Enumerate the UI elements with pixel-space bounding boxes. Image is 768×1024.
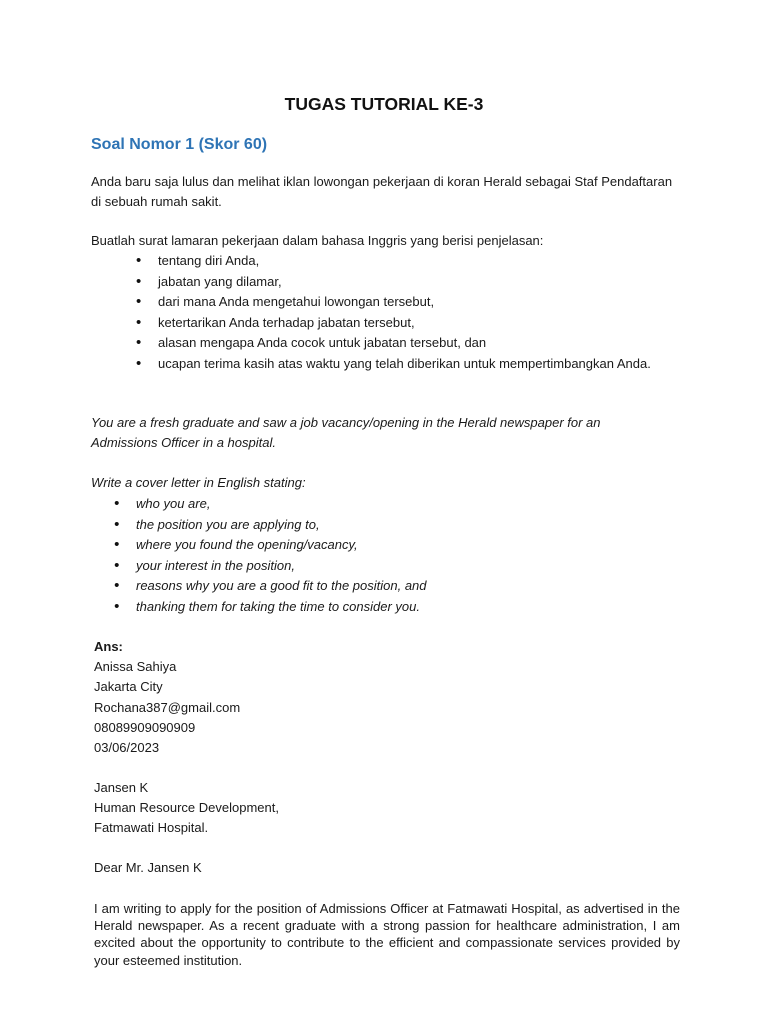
recipient-organization: Fatmawati Hospital. xyxy=(94,820,209,836)
sender-city: Jakarta City xyxy=(94,679,163,695)
answer-label: Ans: xyxy=(94,639,123,654)
list-item: • the position you are applying to, xyxy=(114,515,427,536)
instruction-indonesian: Buatlah surat lamaran pekerjaan dalam bahasa Inggris yang berisi penjelasan: xyxy=(91,233,544,248)
sender-email: Rochana387@gmail.com xyxy=(94,699,241,715)
bullet-list-english xyxy=(114,494,427,618)
instruction-english: Write a cover letter in English stating: xyxy=(91,475,306,490)
letter-body-paragraph: I am writing to apply for the position of Admissions Officer at Fatmawati Hospital, as advertised in the Herald newspaper. As a recent graduate with a strong passion for healthcare administration, I am excited about the opportunity to contribute to the efficient and compassionate services provided by your esteemed institution. xyxy=(94,901,680,968)
intro-indonesian: Anda baru saja lulus dan melihat iklan lowongan pekerjaan di koran Herald sebagai Staf Pendaftaran di sebuah rumah sakit. xyxy=(91,174,673,209)
list-item: • reasons why you are a good fit to the position, and xyxy=(114,576,427,597)
list-item: • ucapan terima kasih atas waktu yang telah diberikan untuk mempertimbangkan Anda. xyxy=(136,354,651,375)
bullet-list-indonesian xyxy=(136,251,651,375)
salutation: Dear Mr. Jansen K xyxy=(94,860,202,875)
recipient-block xyxy=(94,778,279,839)
list-item: • thanking them for taking the time to consider you. xyxy=(114,597,427,618)
recipient-name: Jansen K xyxy=(94,780,149,795)
list-item: • where you found the opening/vacancy, xyxy=(114,535,427,556)
list-item: • tentang diri Anda, xyxy=(136,251,651,272)
list-item: • who you are, xyxy=(114,494,427,515)
answer-block xyxy=(94,637,240,758)
list-item: • your interest in the position, xyxy=(114,556,427,577)
list-item: • ketertarikan Anda terhadap jabatan tersebut, xyxy=(136,313,651,334)
recipient-department: Human Resource Development, xyxy=(94,800,279,816)
list-item: • dari mana Anda mengetahui lowongan tersebut, xyxy=(136,292,651,313)
sender-name: Anissa Sahiya xyxy=(94,659,177,675)
page-title: TUGAS TUTORIAL KE-3 xyxy=(284,94,484,114)
list-item: • alasan mengapa Anda cocok untuk jabatan tersebut, dan xyxy=(136,333,651,354)
sender-phone: 08089909090909 xyxy=(94,719,196,735)
salutation-block xyxy=(94,858,202,878)
list-item: • jabatan yang dilamar, xyxy=(136,272,651,293)
intro-english: You are a fresh graduate and saw a job vacancy/opening in the Herald newspaper for an Admissions Officer in a hospital. xyxy=(91,415,601,450)
question-heading: Soal Nomor 1 (Skor 60) xyxy=(91,136,268,153)
letter-date: 03/06/2023 xyxy=(94,740,160,756)
